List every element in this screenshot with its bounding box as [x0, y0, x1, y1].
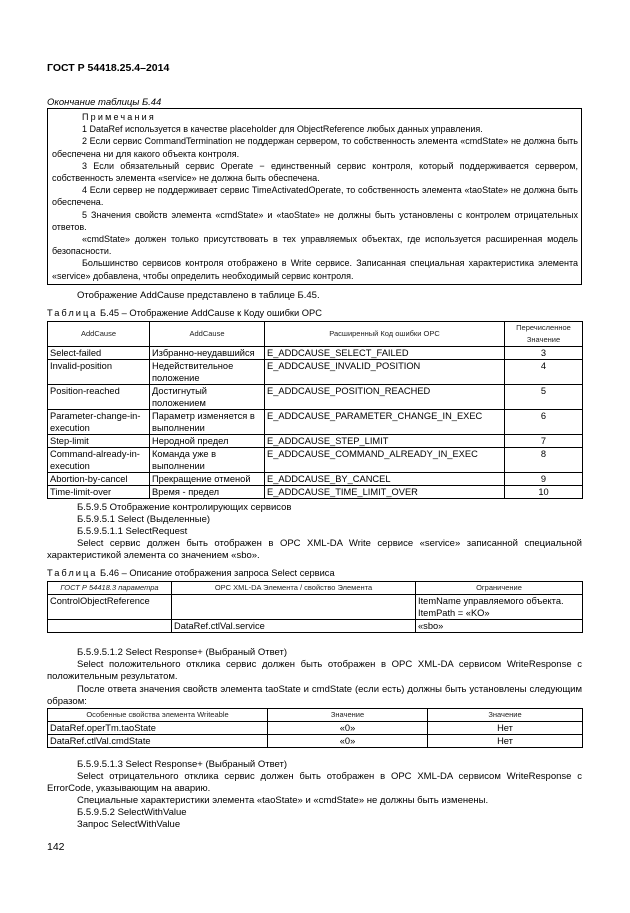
- table-cell: Abortion-by-cancel: [48, 473, 150, 486]
- table-header-cell: Ограничение: [416, 582, 583, 595]
- table-cell: [48, 620, 172, 633]
- table-header-cell: Значение: [428, 709, 583, 722]
- table-cell: Parameter-change-in-execution: [48, 410, 150, 435]
- table-cell: «0»: [268, 735, 428, 748]
- writeable-properties-table-body: [48, 722, 583, 748]
- table-cell: E_ADDCAUSE_INVALID_POSITION: [265, 360, 505, 385]
- table-cell: E_ADDCAUSE_BY_CANCEL: [265, 473, 505, 486]
- table-row: [48, 735, 583, 748]
- table-cell: E_ADDCAUSE_POSITION_REACHED: [265, 385, 505, 410]
- table-header-cell: ГОСТ Р 54418.3 параметра: [48, 582, 172, 595]
- table-row: [48, 473, 583, 486]
- page-number: 142: [47, 841, 65, 853]
- table-cell: Команда уже в выполнении: [150, 448, 265, 473]
- table-row: [48, 620, 583, 633]
- table-cell: Избранно-неудавшийся: [150, 347, 265, 360]
- paragraph: Select отрицательного отклика сервис должен быть отображен в OPC XML-DA сервисом WriteResponse с ErrorCode, указывающим на аварию.: [47, 771, 582, 795]
- notes-box: [47, 108, 582, 285]
- table-header-cell: Значение: [268, 709, 428, 722]
- table-cell: Параметр изменяется в выполнении: [150, 410, 265, 435]
- table-cell: Недействительное положение: [150, 360, 265, 385]
- table-header-row: [48, 709, 583, 722]
- table46-caption: [47, 568, 335, 578]
- select-request-table: [47, 581, 583, 633]
- table46-caption-prefix: Таблица: [47, 568, 98, 578]
- table-row: [48, 486, 583, 499]
- table-cell: Прекращение отменой: [150, 473, 265, 486]
- table-row: [48, 410, 583, 435]
- table-cell: E_ADDCAUSE_SELECT_FAILED: [265, 347, 505, 360]
- addcause-table: [47, 321, 583, 499]
- table-cell: 9: [505, 473, 583, 486]
- section-heading: Б.5.9.5.1.3 Select Response+ (Выбраный Ответ): [77, 759, 288, 770]
- table-cell: E_ADDCAUSE_COMMAND_ALREADY_IN_EXEC: [265, 448, 505, 473]
- note-item: 3 Если обязательный сервис Operate − единственный сервис контроля, который поддерживается сервером, собственность элемента «service» не должна быть обеспечена.: [52, 160, 578, 184]
- section-heading: Б.5.9.5.1 Select (Выделенные): [77, 514, 211, 525]
- paragraph: Select положительного отклика сервис должен быть отображен в OPC XML-DA сервисом WriteResponse с положительным результатом.: [47, 659, 582, 683]
- table-header-cell: AddCause: [48, 322, 150, 347]
- table-cell: Нет: [428, 722, 583, 735]
- addcause-table-body: [48, 347, 583, 499]
- table-header-cell: Перечисленное Значение: [505, 322, 583, 347]
- table-cell: 4: [505, 360, 583, 385]
- section-heading: Б.5.9.5.1.1 SelectRequest: [77, 526, 188, 537]
- table-cell: «sbo»: [416, 620, 583, 633]
- table-cell: DataRef.ctlVal.service: [172, 620, 416, 633]
- table-cell: Достигнутый положением: [150, 385, 265, 410]
- section-heading: Б.5.9.5.2 SelectWithValue: [77, 807, 187, 818]
- table-cell: E_ADDCAUSE_STEP_LIMIT: [265, 435, 505, 448]
- paragraph: Специальные характеристики элемента «taoState» и «cmdState» не должны быть изменены.: [77, 795, 489, 806]
- table-row: [48, 448, 583, 473]
- table-row: [48, 435, 583, 448]
- table-header-cell: OPC XML-DA Элемента / свойство Элемента: [172, 582, 416, 595]
- table-cell: Неродной предел: [150, 435, 265, 448]
- table45-caption-prefix: Таблица: [47, 308, 98, 318]
- table-cell: [172, 595, 416, 620]
- table-cell: E_ADDCAUSE_TIME_LIMIT_OVER: [265, 486, 505, 499]
- table-header-row: [48, 582, 583, 595]
- table-cell: 7: [505, 435, 583, 448]
- table-header-row: [48, 322, 583, 347]
- table-cell: E_ADDCAUSE_PARAMETER_CHANGE_IN_EXEC: [265, 410, 505, 435]
- table-cell: 10: [505, 486, 583, 499]
- note-item: 2 Если сервис CommandTermination не поддержан сервером, то собственность элемента «cmdState» не должна быть обеспечена ни для какого объекта контроля.: [52, 136, 578, 159]
- table-cell: 8: [505, 448, 583, 473]
- table-header-cell: Особенные свойства элемента Writeable: [48, 709, 268, 722]
- table45-caption-text: Б.45 – Отображение AddCause к Коду ошибки OPC: [100, 308, 322, 318]
- table-row: [48, 347, 583, 360]
- writeable-properties-table: [47, 708, 583, 748]
- paragraph: После ответа значения свойств элемента taoState и cmdState (если есть) должны быть установлены следующим образом:: [47, 684, 582, 708]
- section-heading: Б.5.9.5 Отображение контролирующих сервисов: [77, 502, 292, 513]
- table-cell: DataRef.operTm.taoState: [48, 722, 268, 735]
- table-continuation-label: Окончание таблицы Б.44: [47, 97, 162, 108]
- table-cell: Нет: [428, 735, 583, 748]
- table-cell: 3: [505, 347, 583, 360]
- note-item: 4 Если сервер не поддерживает сервис TimeActivatedOperate, то собственность элемента «taoState» не должна быть обеспечена.: [52, 185, 578, 208]
- table-row: [48, 595, 583, 620]
- table-cell: Step-limit: [48, 435, 150, 448]
- table-row: [48, 385, 583, 410]
- note-item: Большинство сервисов контроля отображено в Write сервисе. Записанная специальная характеристика элемента «service» добавлена, чтобы определить необходимый сервис контроля.: [52, 258, 578, 281]
- table-row: [48, 360, 583, 385]
- table-cell: Time-limit-over: [48, 486, 150, 499]
- table-cell: Select-failed: [48, 347, 150, 360]
- table45-caption: [47, 308, 322, 318]
- note-item: 5 Значения свойств элемента «cmdState» и «taoState» не должны быть установлены с контролем отрицательных ответов.: [52, 209, 578, 232]
- table-cell: Command-already-in-execution: [48, 448, 150, 473]
- table-cell: DataRef.ctlVal.cmdState: [48, 735, 268, 748]
- table-cell: «0»: [268, 722, 428, 735]
- notes-title: Примечания: [82, 112, 156, 122]
- paragraph: Запрос SelectWithValue: [77, 819, 181, 830]
- table-cell: 6: [505, 410, 583, 435]
- table-cell: 5: [505, 385, 583, 410]
- table-cell: Position-reached: [48, 385, 150, 410]
- select-request-table-body: [48, 595, 583, 633]
- table-row: [48, 722, 583, 735]
- table46-caption-text: Б.46 – Описание отображения запроса Select сервиса: [100, 568, 335, 578]
- table-cell: ControlObjectReference: [48, 595, 172, 620]
- note-item: 1 DataRef используется в качестве placeholder для ObjectReference любых данных управления.: [82, 124, 483, 135]
- note-item: «cmdState» должен только присутствовать в тех управляемых объектах, где используется расширенная модель безопасности.: [52, 234, 578, 257]
- table-cell: Invalid-position: [48, 360, 150, 385]
- table-cell: Время - предел: [150, 486, 265, 499]
- section-heading: Б.5.9.5.1.2 Select Response+ (Выбраный Ответ): [77, 647, 288, 658]
- table-header-cell: Расширенный Код ошибки OPC: [265, 322, 505, 347]
- table-header-cell: AddCause: [150, 322, 265, 347]
- standard-header: ГОСТ Р 54418.25.4–2014: [47, 62, 170, 74]
- addcause-intro: Отображение AddCause представлено в таблице Б.45.: [77, 290, 320, 301]
- table-cell: ItemName управляемого объекта. ItemPath = «KO»: [416, 595, 583, 620]
- paragraph: Select сервис должен быть отображен в OPC XML-DA Write сервисе «service» записанной специальной характеристикой элемента со значением «sbo».: [47, 538, 582, 562]
